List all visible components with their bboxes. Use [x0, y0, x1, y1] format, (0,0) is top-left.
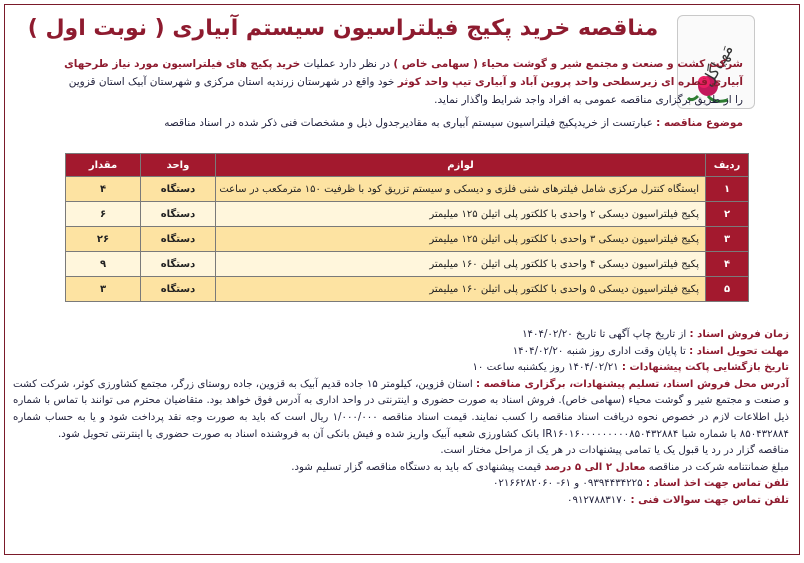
delivery-value: تا پایان وقت اداری روز شنبه ۱۴۰۴/۰۲/۲۰ — [512, 345, 690, 357]
opening-date-line — [13, 360, 789, 377]
table-row — [66, 202, 749, 227]
phone-value: ۰۹۳۹۴۴۳۴۲۲۵ و ۶۱- ۰۲۱۶۶۲۸۲۰۶۰ — [492, 478, 646, 490]
row-desc: ایستگاه کنترل مرکزی شامل فیلترهای شنی فلزی و دیسکی و سیستم تزریق کود با ظرفیت ۱۵۰ مترمکعب در ساعت — [216, 177, 706, 202]
address-value: استان قزوین، کیلومتر ۱۵ جاده قدیم آبیک به قزوین، جاده روستای زرگر، مجتمع کشاورزی کوثر، شرکت کشت و صنعت و مجتمع شیر و گوشت محیاء (سهامی خاص). فروش اسناد به صورت حضوری و اینترنتی در واحد اداری به آدرس فوق خواهد بود. متقاضیان محترم می توانند با تماس با شماره ذیل اطلاعات لازم در خصوص نحوه دریافت اسناد مناقصه را کسب نمایند. قیمت اسناد مناقصه ۱/۰۰۰/۰۰۰ ریال است که باید به صورت وجه نقد پرداخت شود و یا به حساب شماره ۸۵۰۴۳۲۸۸۴ با شماره شبا IR۱۶۰۱۶۰۰۰۰۰۰۰۰۰۸۵۰۴۳۲۸۸۴ بانک کشاورزی شعبه آبیک واریز شده و فیش بانکی آن به فروشنده اسناد به صورت حضوری یا اینترنتی تحویل شود. — [13, 378, 789, 440]
phone-line — [13, 476, 789, 493]
intro-text-1: در نظر دارد عملیات — [300, 58, 394, 70]
table-row — [66, 252, 749, 277]
row-unit: دستگاه — [141, 227, 216, 252]
row-idx: ۲ — [706, 202, 749, 227]
opening-label: تاریخ بازگشایی پاکت پیشنهادات : — [621, 362, 789, 374]
row-idx: ۵ — [706, 277, 749, 302]
subject-text: عبارتست از خریدپکیج فیلتراسیون سیستم آبیاری به مقادیرجدول ذیل و مشخصات فنی ذکر شده در اسناد مناقصه — [164, 117, 657, 129]
row-idx: ۱ — [706, 177, 749, 202]
row-desc: پکیج فیلتراسیون دیسکی ۲ واحدی با کلکتور پلی اتیلن ۱۲۵ میلیمتر — [216, 202, 706, 227]
subject-line — [63, 115, 743, 131]
sale-label: زمان فروش اسناد : — [689, 329, 789, 340]
tech-phone-value: ۰۹۱۲۷۸۸۳۱۷۰ — [567, 494, 631, 506]
tender-notice — [4, 4, 800, 555]
sale-time-line — [13, 327, 789, 344]
svg-text:مَهیاگل: مَهیاگل — [697, 40, 737, 90]
row-unit: دستگاه — [141, 252, 216, 277]
table-row — [66, 277, 749, 302]
row-unit: دستگاه — [141, 277, 216, 302]
row-qty: ۹ — [66, 252, 141, 277]
row-desc: پکیج فیلتراسیون دیسکی ۴ واحدی با کلکتور پلی اتیلن ۱۶۰ میلیمتر — [216, 252, 706, 277]
tech-phone-label: تلفن تماس جهت سوالات فنی : — [630, 494, 789, 506]
row-qty: ۲۶ — [66, 227, 141, 252]
row-idx: ۴ — [706, 252, 749, 277]
row-qty: ۳ — [66, 277, 141, 302]
delivery-label: مهلت تحویل اسناد : — [689, 345, 789, 357]
header-idx: ردیف — [706, 154, 749, 177]
delivery-deadline-line — [13, 344, 789, 361]
row-qty: ۶ — [66, 202, 141, 227]
table-header-row — [66, 154, 749, 177]
row-idx: ۳ — [706, 227, 749, 252]
row-qty: ۴ — [66, 177, 141, 202]
header-unit: واحد — [141, 154, 216, 177]
intro-text-2: خود واقع در شهرستان زرندیه استان مرکزی و شهرستان آبیک استان قزوین را از طریق برگزاری مناقصه عمومی به افراد واجد شرایط واگذار نماید. — [68, 76, 743, 106]
row-desc: پکیج فیلتراسیون دیسکی ۵ واحدی با کلکتور پلی اتیلن ۱۶۰ میلیمتر — [216, 277, 706, 302]
tech-phone-line — [13, 493, 789, 510]
address-label: آدرس محل فروش اسناد، تسلیم پیشنهادات، برگزاری مناقصه : — [476, 378, 789, 390]
intro-highlight: خرید پکیج های فیلتراسیون مورد نیاز طرحهای آبیاری قطره ای زیرسطحی واحد پروین آباد و آبیاری تیپ واحد کوثر — [64, 58, 743, 88]
opening-value: ۱۴۰۴/۰۲/۲۱ روز یکشنبه ساعت ۱۰ — [472, 362, 622, 374]
table-row — [66, 227, 749, 252]
rejection-line: مناقصه گزار در رد یا قبول یک یا تمامی پیشنهادات در هر یک از مراحل مختار است. — [440, 445, 789, 457]
guarantee-text-2: قیمت پیشنهادی که باید به دستگاه مناقصه گزار تسلیم شود. — [291, 461, 545, 473]
header-qty: مقدار — [66, 154, 141, 177]
row-desc: پکیج فیلتراسیون دیسکی ۳ واحدی با کلکتور پلی اتیلن ۱۲۵ میلیمتر — [216, 227, 706, 252]
row-unit: دستگاه — [141, 202, 216, 227]
company-name: شرکت کشت و صنعت و مجتمع شیر و گوشت محیاء ( سهامی خاص ) — [393, 58, 743, 70]
table-row — [66, 177, 749, 202]
guarantee-bold: معادل ۲ الی ۵ درصد — [544, 461, 646, 473]
sale-value: از تاریخ چاپ آگهی تا تاریخ ۱۴۰۴/۰۲/۲۰ — [522, 329, 690, 340]
row-unit: دستگاه — [141, 177, 216, 202]
guarantee-line — [13, 460, 789, 477]
phone-label: تلفن تماس جهت اخذ اسناد : — [645, 478, 789, 490]
intro-paragraph — [63, 55, 743, 109]
notice-title: مناقصه خرید پکیج فیلتراسیون سیستم آبیاری ( نوبت اول ) — [27, 16, 659, 41]
address-paragraph — [13, 377, 789, 443]
header-desc: لوازم — [216, 154, 706, 177]
subject-label: موضوع مناقصه : — [656, 117, 743, 129]
guarantee-text-1: مبلغ ضمانتنامه شرکت در مناقصه — [645, 461, 789, 473]
tender-details — [13, 327, 789, 510]
items-table — [65, 153, 749, 302]
